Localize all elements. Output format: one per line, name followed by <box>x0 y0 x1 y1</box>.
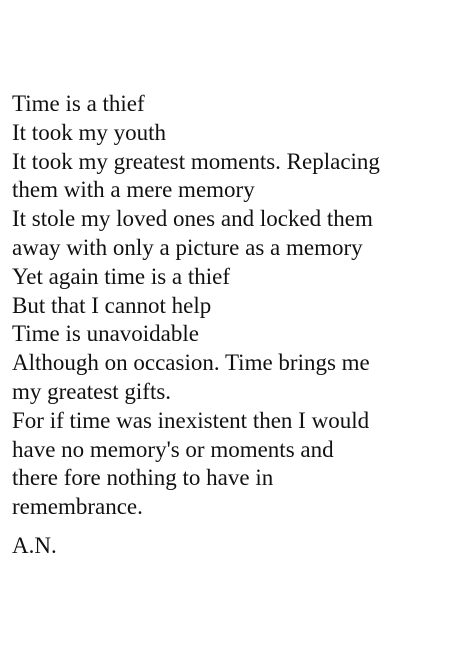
poem-line: It stole my loved ones and locked them <box>12 206 373 232</box>
poem-line: there fore nothing to have in <box>12 465 274 491</box>
poem-line: It took my youth <box>12 119 166 145</box>
author-signature: A.N. <box>12 533 57 558</box>
poem-line: them with a mere memory <box>12 177 255 203</box>
poem-line: Yet again time is a thief <box>12 263 231 289</box>
poem-line: For if time was inexistent then I would <box>12 407 370 433</box>
poem-line: have no memory's or moments and <box>12 436 334 462</box>
poem-line: remembrance. <box>12 494 143 520</box>
poem-text <box>12 90 467 522</box>
poem-line: Although on occasion. Time brings me <box>12 350 370 376</box>
poem-line: away with only a picture as a memory <box>12 234 363 260</box>
poem-line: my greatest gifts. <box>12 378 172 404</box>
poem-line: But that I cannot help <box>12 292 212 318</box>
poem-line: Time is unavoidable <box>12 321 199 347</box>
poem-line: It took my greatest moments. Replacing <box>12 148 380 174</box>
poem-line: Time is a thief <box>12 91 145 116</box>
